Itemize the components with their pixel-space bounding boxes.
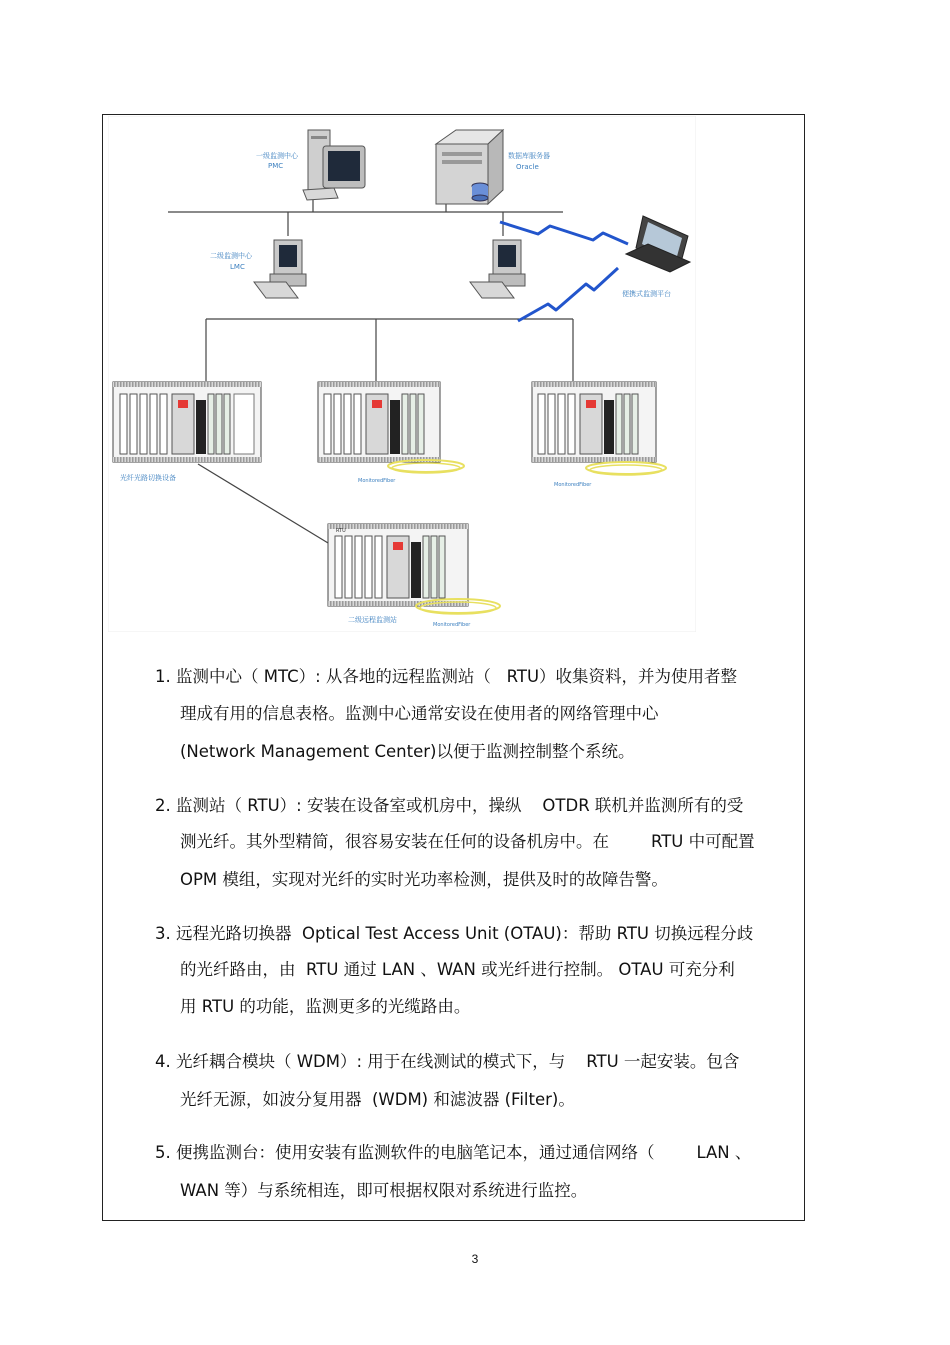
list-item-line: 用 RTU 的功能，监测更多的光缆路由。 bbox=[180, 997, 471, 1016]
list-item-line: 1. 监测中心（ MTC）: 从各地的远程监测站（ RTU）收集资料，并为使用者整 bbox=[155, 667, 738, 686]
monitored-fiber-label-3: MonitoredFiber bbox=[433, 622, 471, 628]
pmc-label-cn: 一级监测中心 bbox=[256, 152, 298, 160]
list-item-line: (Network Management Center)以便于监测控制整个系统。 bbox=[180, 742, 635, 761]
portable-label: 便携式监测平台 bbox=[622, 290, 671, 298]
otau-label: 光纤光路切换设备 bbox=[120, 474, 176, 482]
rtu-chassis-3-icon bbox=[532, 382, 666, 475]
monitored-fiber-label-2: MonitoredFiber bbox=[554, 482, 592, 488]
list-item-line: 的光纤路由，由 RTU 通过 LAN 、WAN 或光纤进行控制。 OTAU 可充分利 bbox=[180, 960, 735, 979]
list-item-line: 光纤无源，如波分复用器 (WDM) 和滤波器 (Filter)。 bbox=[180, 1090, 575, 1109]
list-item-line: OPM 模组，实现对光纤的实时光功率检测，提供及时的故障告警。 bbox=[180, 870, 668, 889]
db-label-en: Oracle bbox=[516, 163, 539, 171]
page-number: 3 bbox=[471, 1252, 479, 1266]
pmc-label-en: PMC bbox=[268, 162, 284, 170]
lmc-label-cn: 二级监测中心 bbox=[210, 252, 252, 260]
monitored-fiber-label: MonitoredFiber bbox=[358, 478, 396, 484]
remote-station-label: 二级远程监测站 bbox=[348, 616, 397, 624]
rtu-chassis-icon bbox=[113, 382, 261, 462]
list-item-line: 测光纤。其外型精简，很容易安装在任何的设备机房中。在 RTU 中可配置 bbox=[180, 832, 755, 851]
list-item-line: WAN 等）与系统相连，即可根据权限对系统进行监控。 bbox=[180, 1181, 588, 1200]
rtu-tag: RTU bbox=[336, 528, 346, 534]
network-diagram bbox=[108, 116, 696, 632]
lmc-label-en: LMC bbox=[230, 263, 245, 271]
list-item-line: 2. 监测站（ RTU）: 安装在设备室或机房中，操纵 OTDR 联机并监测所有的受 bbox=[155, 796, 744, 815]
list-item-line: 4. 光纤耦合模块（ WDM）: 用于在线测试的模式下，与 RTU 一起安装。包含 bbox=[155, 1052, 740, 1071]
list-item-line: 3. 远程光路切换器 Optical Test Access Unit (OTAU)：帮助 RTU 切换远程分歧 bbox=[155, 924, 754, 943]
db-label-cn: 数据库服务器 bbox=[508, 152, 550, 160]
list-item-line: 理成有用的信息表格。监测中心通常安设在使用者的网络管理中心 bbox=[180, 704, 659, 723]
list-item-line: 5. 便携监测台：使用安装有监测软件的电脑笔记本，通过通信网络（ LAN 、 bbox=[155, 1143, 752, 1162]
database-server-icon bbox=[436, 130, 503, 204]
